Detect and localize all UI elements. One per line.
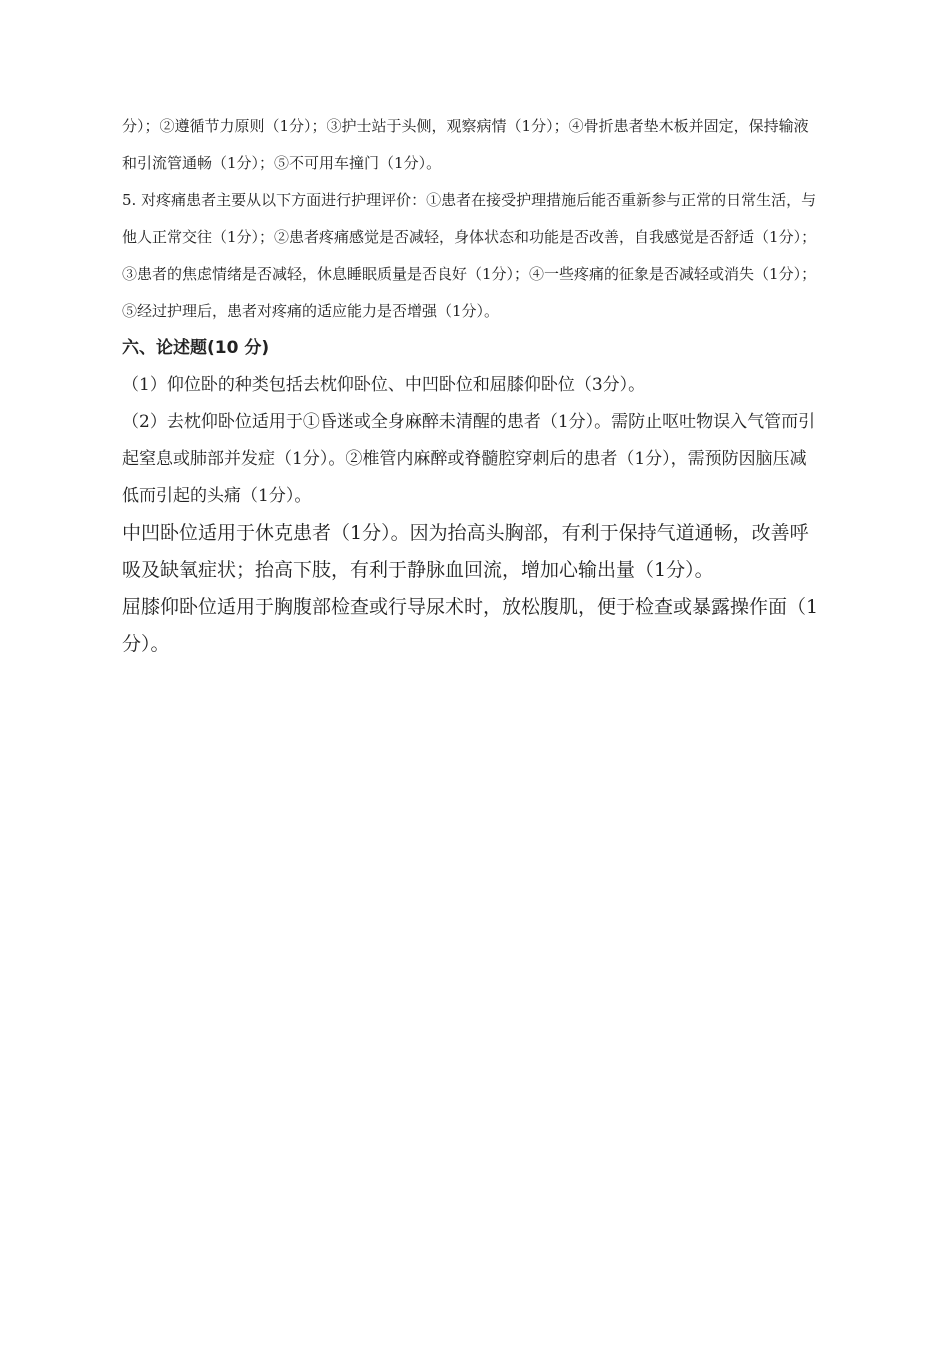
answer-paragraph-5: 5. 对疼痛患者主要从以下方面进行护理评价：①患者在接受护理措施后能否重新参与正常的日常生活，与他人正常交往（1分）；②患者疼痛感觉是否减轻，身体状态和功能是否改善，自我感觉是否舒适（1分）；③患者的焦虑情绪是否减轻，休息睡眠质量是否良好（1分）；④一些疼痛的征象是否减轻或消失（1分）；⑤经过护理后，患者对疼痛的适应能力是否增强（1分）。 — [122, 191, 817, 320]
section-heading-essay: 六、论述题(10 分) — [122, 338, 270, 358]
answer-paragraph-4-continued: 分）；②遵循节力原则（1分）；③护士站于头侧，观察病情（1分）；④骨折患者垫木板并固定，保持输液和引流管通畅（1分）；⑤不可用车撞门（1分）。 — [122, 117, 809, 172]
essay-paragraph-1: （1）仰位卧的种类包括去枕仰卧位、中凹卧位和屈膝仰卧位（3分）。 — [122, 375, 646, 395]
essay-paragraph-4: 屈膝仰卧位适用于胸腹部检查或行导尿术时，放松腹肌，便于检查或暴露操作面（1分）。 — [122, 596, 819, 655]
essay-paragraph-2: （2）去枕仰卧位适用于①昏迷或全身麻醉未清醒的患者（1分）。需防止呕吐物误入气管而引起窒息或肺部并发症（1分）。②椎管内麻醉或脊髓腔穿刺后的患者（1分），需预防因脑压减低而引起的头痛（1分）。 — [122, 412, 816, 506]
essay-paragraph-3: 中凹卧位适用于休克患者（1分）。因为抬高头胸部，有利于保持气道通畅，改善呼吸及缺氧症状；抬高下肢，有利于静脉血回流，增加心输出量（1分）。 — [122, 522, 809, 581]
document-body — [122, 108, 822, 663]
